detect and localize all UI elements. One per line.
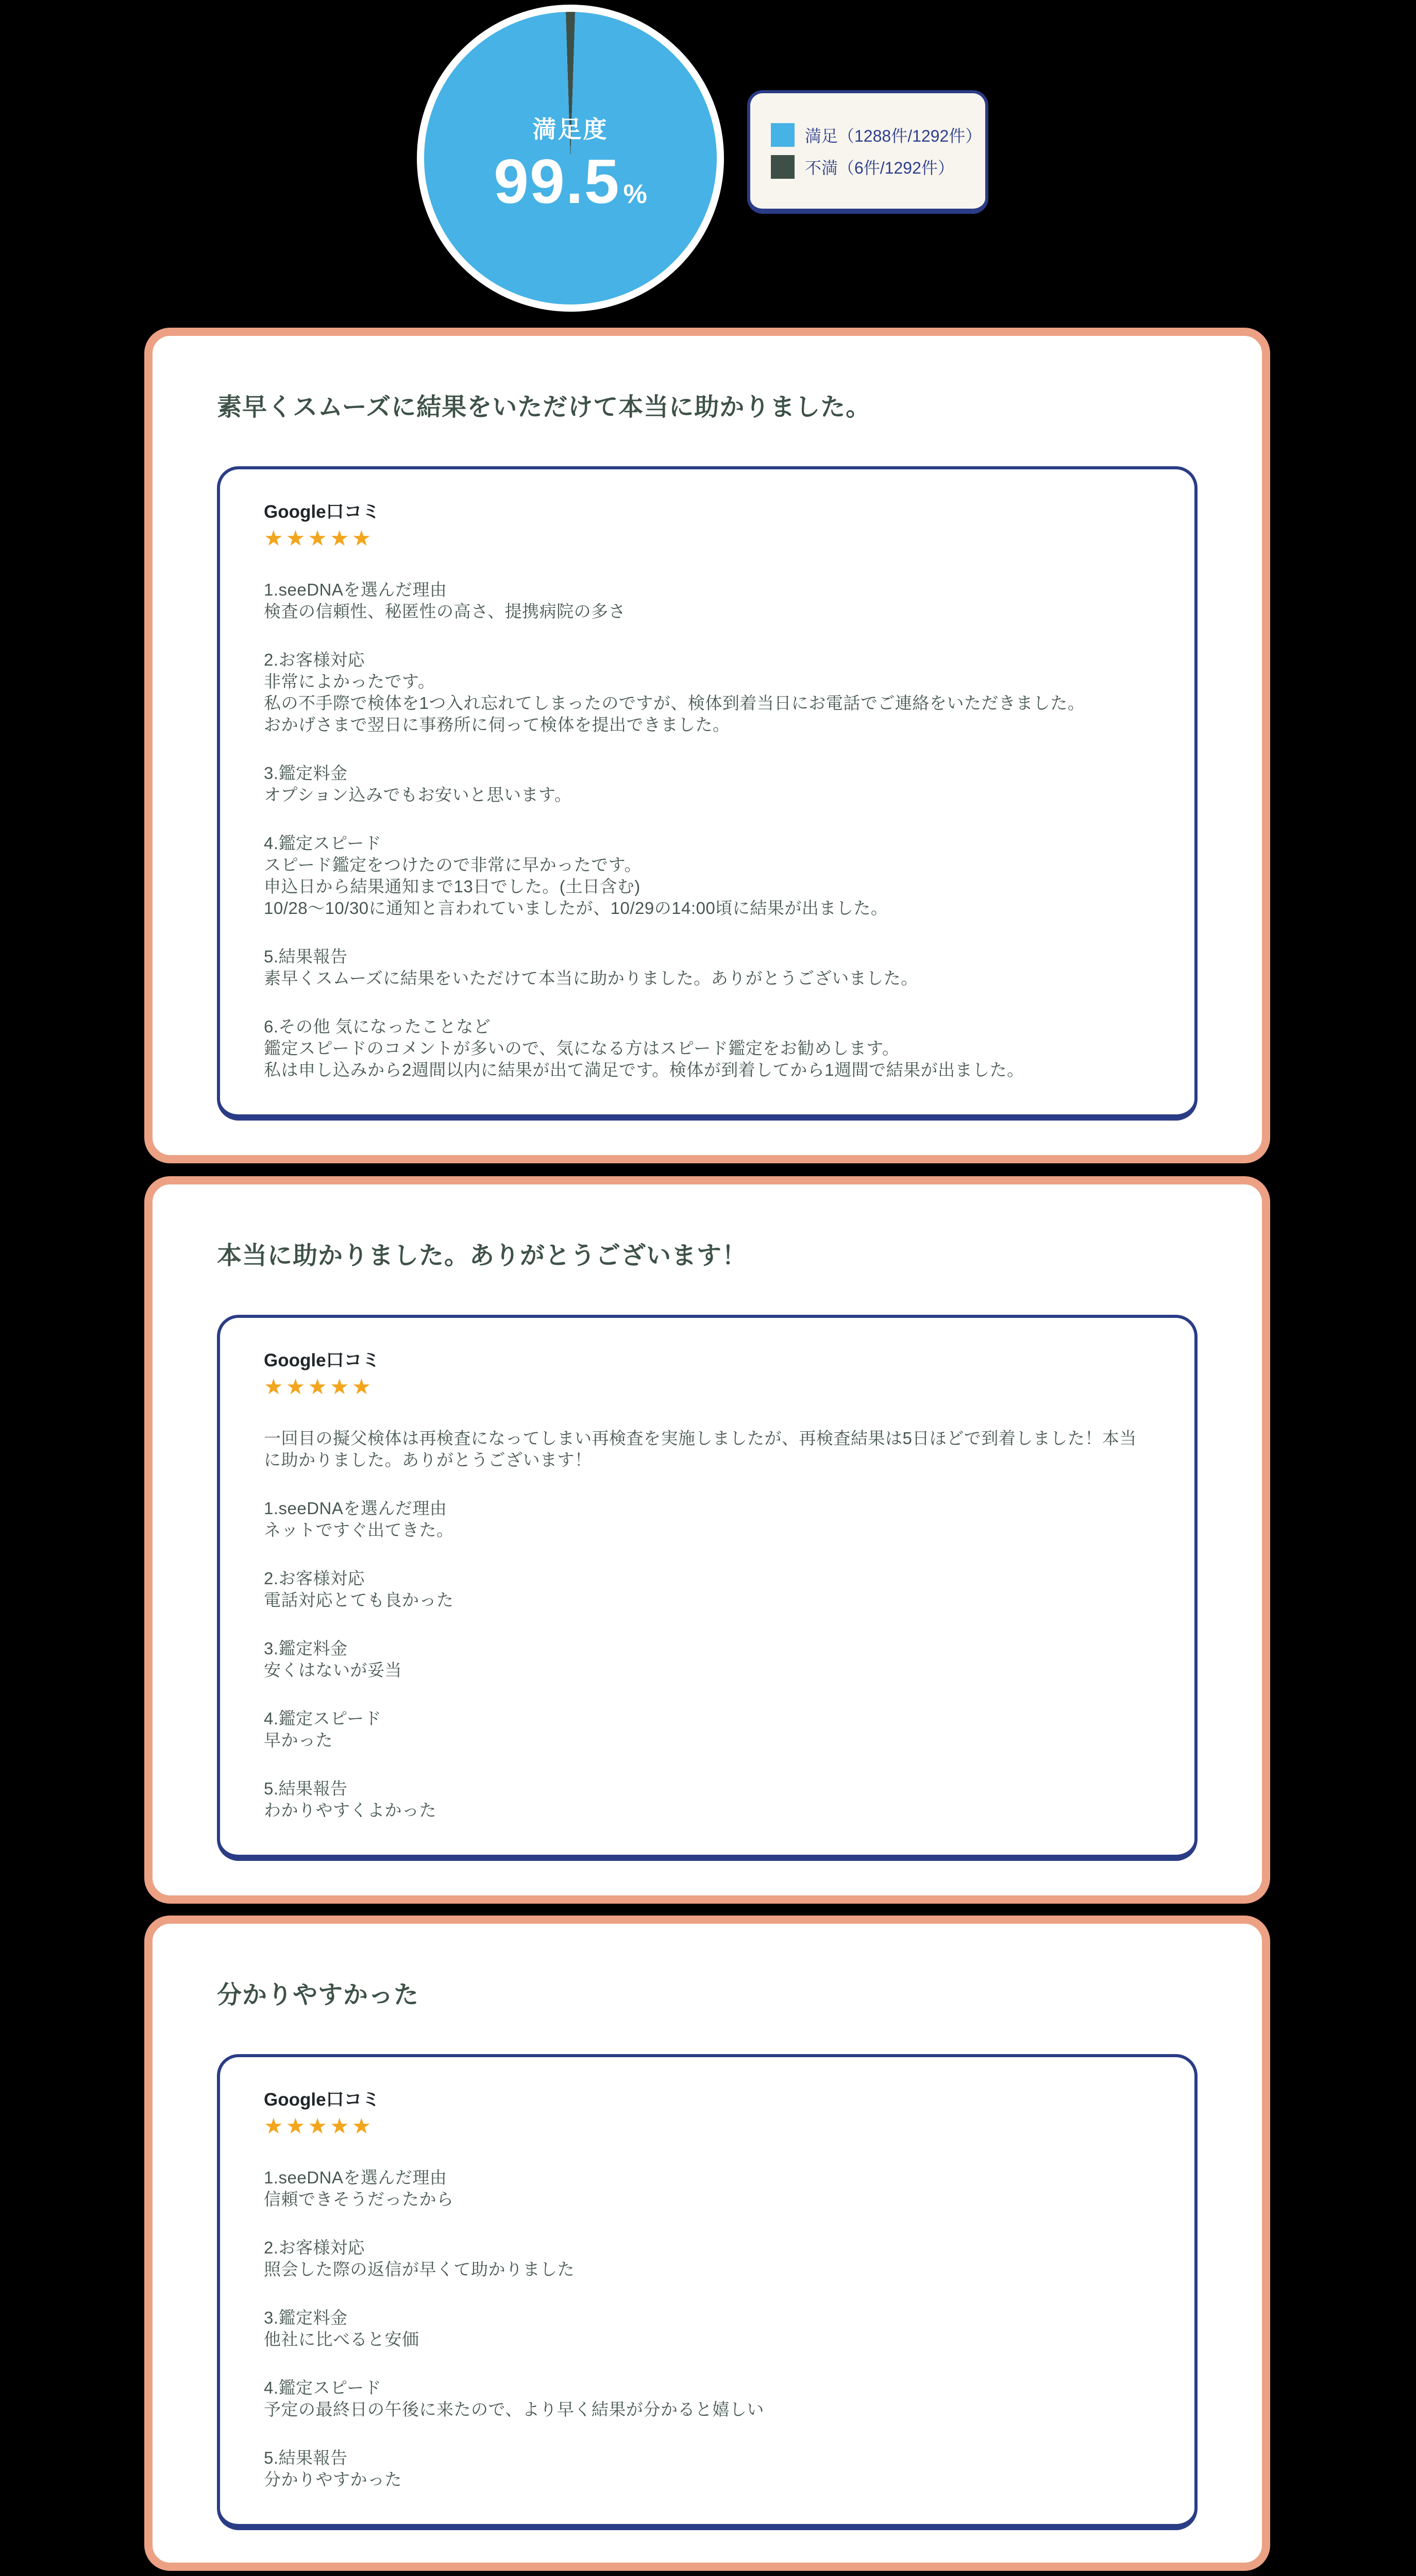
review-body: [264, 1428, 1151, 1821]
review-box: [217, 466, 1198, 1121]
review-paragraph: 5.結果報告 わかりやすくよかった: [264, 1778, 436, 1820]
review-box: [217, 2054, 1198, 2530]
pie-value-unit: %: [623, 179, 647, 209]
review-paragraph: 4.鑑定スピード 早かった: [264, 1708, 382, 1750]
star-rating: ★★★★★: [264, 526, 374, 550]
review-paragraph: 1.seeDNAを選んだ理由 信頼できそうだったから: [264, 2167, 454, 2209]
review-paragraph: 2.お客様対応 非常によかったです。 私の不手際で検体を1つ入れ忘れてしまったのですが、検体到着当日にお電話でご連絡をいただきました。 おかげさまで翌日に事務所に伺って検体を提出できました。: [264, 650, 1085, 734]
review-source-label: Google口コミ: [264, 1350, 380, 1370]
star-rating: ★★★★★: [264, 2113, 374, 2138]
review-source-label: Google口コミ: [264, 2089, 380, 2110]
review-paragraph: 5.結果報告 分かりやすかった: [264, 2448, 402, 2489]
review-box: [217, 1315, 1198, 1861]
chart-legend: [747, 90, 988, 214]
pie-chart: [417, 5, 724, 312]
review-heading: 分かりやすかった: [217, 1981, 419, 2009]
legend-swatch-satisfied: [771, 123, 795, 147]
review-paragraph: 2.お客様対応 電話対応とても良かった: [264, 1568, 454, 1609]
pie-title: 満足度: [532, 116, 609, 143]
review-card: [144, 1916, 1270, 2571]
pie-value: [494, 146, 647, 216]
legend-swatch-unsatisfied: [771, 155, 795, 179]
review-paragraph: 6.その他 気になったことなど 鑑定スピードのコメントが多いので、気になる方はスピード鑑定をお勧めします。 私は申し込みから2週間以内に結果が出て満足です。検体が到着してから1週間で結果が出ました。: [264, 1016, 1024, 1079]
review-paragraph: 5.結果報告 素早くスムーズに結果をいただけて本当に助かりました。ありがとうございました。: [264, 946, 918, 988]
review-heading: 本当に助かりました。ありがとうございます！: [217, 1242, 748, 1269]
review-body: [264, 579, 1151, 1081]
pie-value-number: 99.5: [494, 146, 620, 216]
review-paragraph: 2.お客様対応 照会した際の返信が早くて助かりました: [264, 2238, 575, 2279]
review-paragraph: 3.鑑定料金 安くはないが妥当: [264, 1638, 402, 1680]
review-paragraph: 4.鑑定スピード スピード鑑定をつけたので非常に早かったです。 申込日から結果通知まで13日でした。(土日含む) 10/28〜10/30に通知と言われていましたが、10/29の14:00頃に結果が出ました。: [264, 833, 888, 918]
review-paragraph: 3.鑑定料金 オプション込みでもお安いと思います。: [264, 763, 572, 804]
review-card: [144, 1176, 1270, 1904]
review-body: [264, 2167, 1151, 2490]
pie-center-label: [494, 104, 647, 216]
review-paragraph: 3.鑑定料金 他社に比べると安価: [264, 2308, 419, 2349]
review-paragraph: 一回目の擬父検体は再検査になってしまい再検査を実施しましたが、再検査結果は5日ほどで到着しました！本当に助かりました。ありがとうございます！: [264, 1428, 1137, 1469]
legend-label-satisfied: 満足（1288件/1292件）: [805, 127, 982, 145]
review-paragraph: 1.seeDNAを選んだ理由 ネットですぐ出てきた。: [264, 1498, 454, 1539]
star-rating: ★★★★★: [264, 1374, 374, 1399]
review-source-label: Google口コミ: [264, 501, 380, 522]
legend-label-unsatisfied: 不満（6件/1292件）: [805, 159, 954, 177]
legend-row-satisfied: [771, 123, 982, 147]
legend-row-unsatisfied: [771, 155, 975, 179]
review-heading: 素早くスムーズに結果をいただけて本当に助かりました。: [217, 394, 871, 421]
review-paragraph: 1.seeDNAを選んだ理由 検査の信頼性、秘匿性の高さ、提携病院の多さ: [264, 580, 626, 621]
review-paragraph: 4.鑑定スピード 予定の最終日の午後に来たので、より早く結果が分かると嬉しい: [264, 2378, 764, 2419]
review-card: [144, 328, 1270, 1163]
